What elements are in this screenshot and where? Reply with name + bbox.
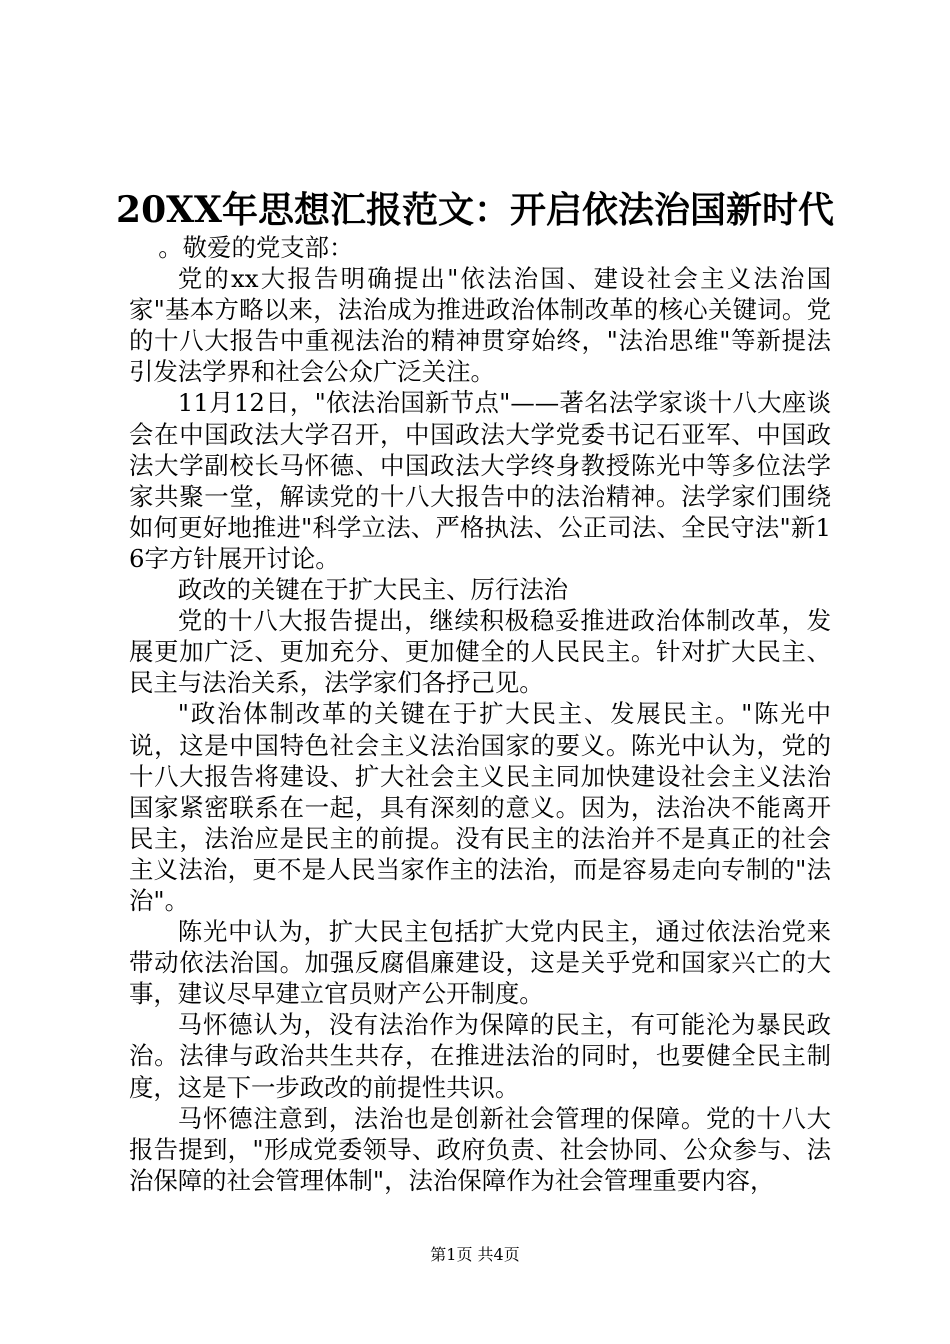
page-number: 第1页 共4页 — [430, 1245, 520, 1264]
paragraph: 党的十八大报告提出，继续积极稳妥推进政治体制改革，发展更加广泛、更加充分、更加健全的人民民主。针对扩大民主、民主与法治关系，法学家们各抒己见。 — [129, 606, 831, 698]
paragraph: 马怀德认为，没有法治作为保障的民主，有可能沦为暴民政治。法律与政治共生共存，在推进法治的同时，也要健全民主制度，这是下一步政改的前提性共识。 — [129, 1010, 831, 1102]
document-body — [129, 232, 831, 1196]
paragraph: 陈光中认为，扩大民主包括扩大党内民主，通过依法治党来带动依法治国。加强反腐倡廉建设，这是关乎党和国家兴亡的大事，建议尽早建立官员财产公开制度。 — [129, 917, 831, 1009]
page-footer — [0, 1244, 950, 1266]
section-heading: 政改的关键在于扩大民主、厉行法治 — [177, 575, 569, 605]
paragraph: "政治体制改革的关键在于扩大民主、发展民主。"陈光中说，这是中国特色社会主义法治国家的要义。陈光中认为，党的十八大报告将建设、扩大社会主义民主同加快建设社会主义法治国家紧密联系在一起，具有深刻的意义。因为，法治决不能离开民主，法治应是民主的前提。没有民主的法治并不是真正的社会主义法治，更不是人民当家作主的法治，而是容易走向专制的"法治"。 — [129, 699, 831, 915]
paragraph: 11月12日，"依法治国新节点"——著名法学家谈十八大座谈会在中国政法大学召开，中国政法大学党委书记石亚军、中国政法大学副校长马怀德、中国政法大学终身教授陈光中等多位法学家共聚一堂，解读党的十八大报告中的法治精神。法学家们围绕如何更好地推进"科学立法、严格执法、公正司法、全民守法"新16字方针展开讨论。 — [129, 388, 831, 573]
salutation: 。敬爱的党支部： — [158, 233, 354, 262]
paragraph: 马怀德注意到，法治也是创新社会管理的保障。党的十八大报告提到，"形成党委领导、政府负责、社会协同、公众参与、法治保障的社会管理体制"，法治保障作为社会管理重要内容， — [129, 1103, 831, 1195]
paragraph: 党的xx大报告明确提出"依法治国、建设社会主义法治国家"基本方略以来，法治成为推进政治体制改革的核心关键词。党的十八大报告中重视法治的精神贯穿始终，"法治思维"等新提法引发法学界和社会公众广泛关注。 — [129, 264, 831, 387]
document-title: 20XX年思想汇报范文：开启依法治国新时代 — [116, 189, 834, 231]
